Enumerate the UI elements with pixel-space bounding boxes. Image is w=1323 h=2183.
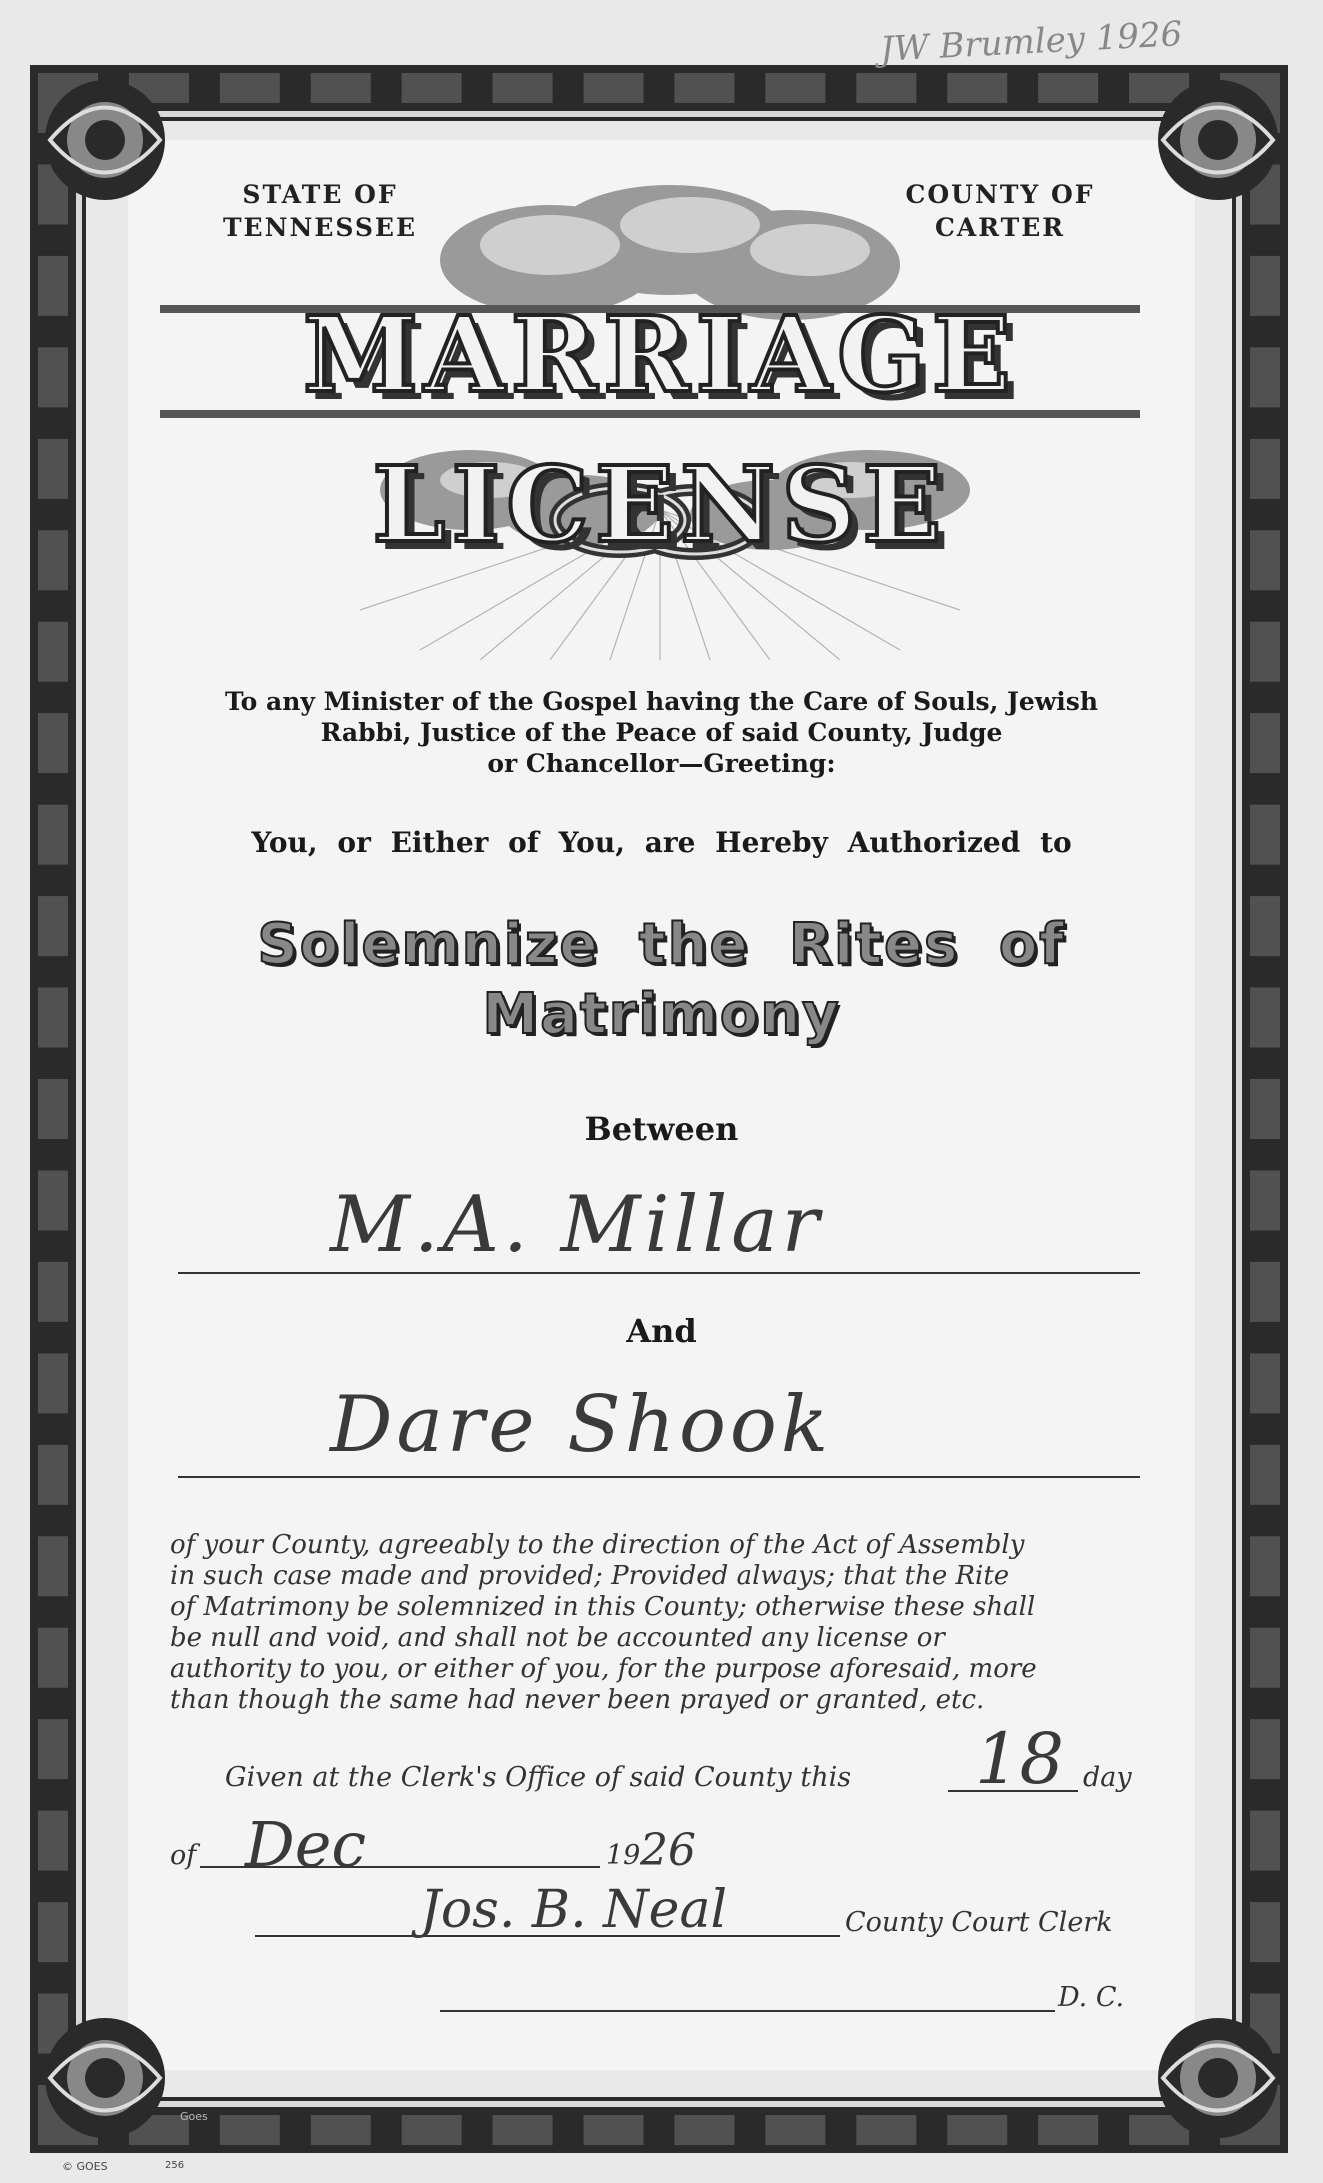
deputy-clerk-line <box>440 2010 1055 2012</box>
county-line1: COUNTY OF <box>905 180 1095 209</box>
paragraph-line: be null and void, and shall not be accounted any license or <box>170 1623 945 1653</box>
day-label: day <box>1083 1762 1132 1793</box>
party2-name: Dare Shook <box>330 1380 833 1470</box>
clerk-signature: Jos. B. Neal <box>420 1880 728 1940</box>
given-at-text: Given at the Clerk's Office of said County this <box>225 1762 852 1793</box>
solemnize-line1: Solemnize the Rites of <box>257 912 1066 977</box>
clerk-label: County Court Clerk <box>845 1907 1113 1938</box>
paragraph-line: authority to you, or either of you, for the purpose aforesaid, more <box>170 1654 1037 1684</box>
party1-name: M.A. Millar <box>330 1180 824 1270</box>
corner-ornament-icon <box>30 65 180 215</box>
paragraph-line: of Matrimony be solemnized in this County; otherwise these shall <box>170 1592 1036 1622</box>
state-line1: STATE OF <box>242 180 398 209</box>
party1-line <box>178 1272 1140 1274</box>
year-prefix: 19 <box>606 1840 641 1871</box>
greeting-line1: To any Minister of the Gospel having the Care of Souls, Jewish <box>224 687 1099 716</box>
and-label: And <box>626 1312 697 1350</box>
greeting <box>0 686 1323 779</box>
document-title: MARRIAGE LICENSE <box>302 293 1018 566</box>
solemnize-heading <box>0 910 1323 1050</box>
dc-label: D. C. <box>1058 1982 1125 2013</box>
paragraph-line: in such case made and provided; Provided always; that the Rite <box>170 1561 1010 1591</box>
corner-ornament-icon <box>1143 65 1293 215</box>
authorized-line: You, or Either of You, are Hereby Authorized to <box>251 826 1072 859</box>
greeting-line2: Rabbi, Justice of the Peace of said County, Judge <box>320 718 1003 747</box>
printer-imprint: © GOES <box>62 2160 108 2173</box>
top-signature: JW Brumley 1926 <box>879 14 1184 70</box>
of-label: of <box>170 1840 197 1871</box>
state-line2: TENNESSEE <box>222 213 418 242</box>
month-value: Dec <box>245 1808 367 1881</box>
greeting-line3: or Chancellor—Greeting: <box>487 749 836 778</box>
paragraph-line: than though the same had never been prayed or granted, etc. <box>170 1685 985 1715</box>
legal-paragraph <box>170 1530 1145 1716</box>
solemnize-line2: Matrimony <box>482 982 841 1047</box>
county-line2: CARTER <box>934 213 1066 242</box>
corner-ornament-icon <box>30 2003 180 2153</box>
party2-line <box>178 1476 1140 1478</box>
day-value: 18 <box>975 1718 1065 1800</box>
year-value: 26 <box>640 1825 696 1876</box>
between-label: Between <box>584 1110 739 1148</box>
form-number: 256 <box>165 2160 185 2171</box>
corner-ornament-icon <box>1143 2003 1293 2153</box>
paragraph-line: of your County, agreeably to the direction of the Act of Assembly <box>170 1530 1025 1560</box>
printer-logo: Goes <box>180 2110 208 2123</box>
